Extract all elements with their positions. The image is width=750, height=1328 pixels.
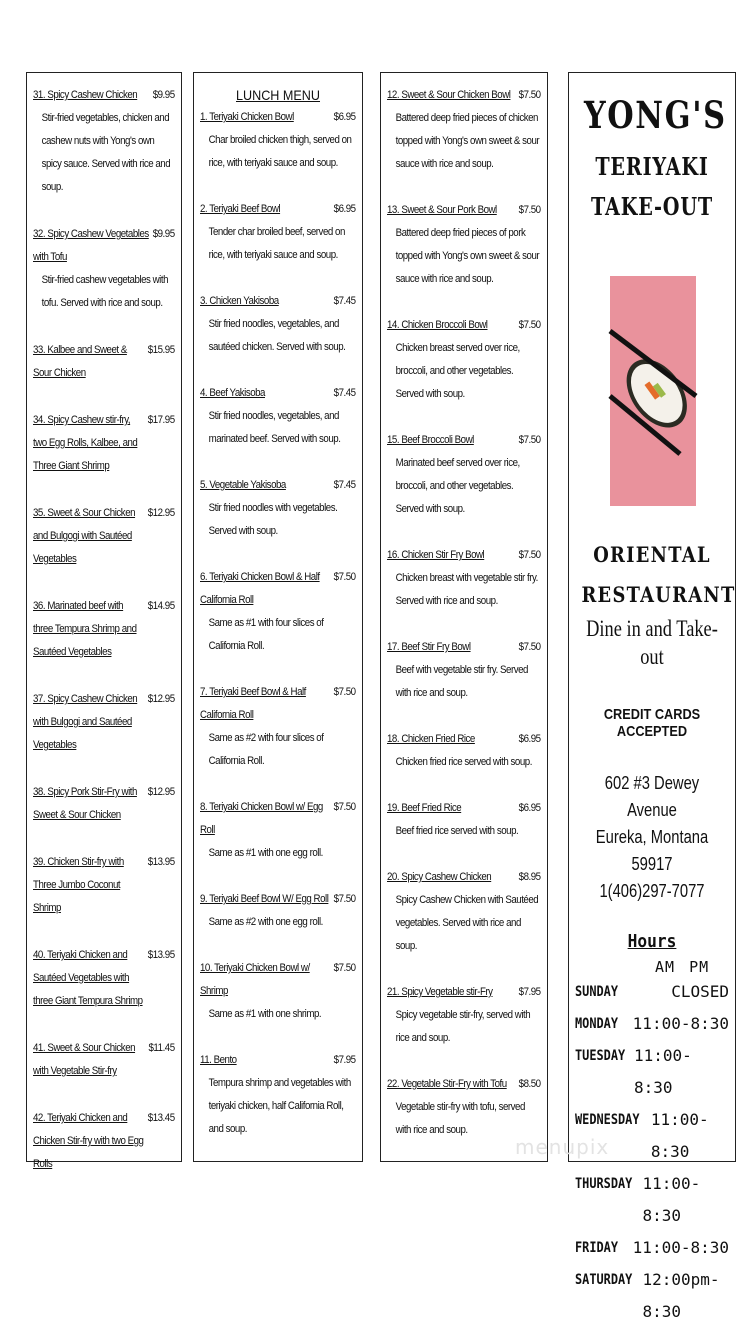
menu-item-name: 35. Sweet & Sour Chicken and Bulgogi with Sautéed Vegetables	[33, 507, 136, 565]
hours-row	[569, 1040, 735, 1104]
menu-item	[387, 429, 541, 521]
menu-item	[200, 198, 356, 267]
menu-item-header	[200, 198, 356, 221]
menu-item-price: $7.95	[333, 1054, 356, 1066]
menu-item-price: $7.45	[333, 479, 356, 491]
menu-item-header	[33, 781, 175, 827]
menu-item	[387, 1073, 541, 1142]
menu-item-description: Stir fried noodles with vegetables. Served with soup.	[208, 502, 338, 537]
menu-item-name: 31. Spicy Cashew Chicken	[33, 89, 138, 101]
menu-item-header	[33, 223, 175, 269]
phone-number: 1(406)297-7077	[599, 881, 705, 901]
menu-item-header	[387, 866, 541, 889]
menu-item-price: $13.95	[147, 949, 175, 961]
menu-item-price: $7.95	[518, 986, 541, 998]
menu-item-description: Chicken fried rice served with soup.	[395, 756, 532, 768]
menu-item-price: $14.95	[147, 600, 175, 612]
menu-item-name: 20. Spicy Cashew Chicken	[387, 871, 492, 883]
menu-item-header	[200, 888, 356, 911]
menu-item-name: 39. Chicken Stir-fry with Three Jumbo Coconut Shrimp	[33, 856, 124, 914]
hours-day: THURSDAY	[575, 1176, 633, 1192]
menu-item-price: $7.50	[518, 549, 541, 561]
menu-item	[33, 84, 175, 199]
address-line-1: 602 #3 Dewey Avenue	[604, 773, 700, 820]
menu-item-price: $8.50	[518, 1078, 541, 1090]
menu-item-price: $7.50	[333, 893, 356, 905]
menu-item-price: $7.50	[518, 641, 541, 653]
oriental-line-2: RESTAURANT	[581, 582, 736, 607]
menu-item-header	[387, 314, 541, 337]
menu-item-name: 38. Spicy Pork Stir-Fry with Sweet & Sour Chicken	[33, 786, 137, 821]
menu-item-header	[33, 1037, 175, 1083]
menu-item-price: $7.50	[518, 434, 541, 446]
hours-row	[569, 1168, 735, 1232]
menu-item-header	[33, 851, 175, 920]
brand-line-1: TERIYAKI	[595, 152, 709, 181]
menu-item-price: $12.95	[147, 507, 175, 519]
menu-item	[33, 1037, 175, 1083]
pm-label: PM	[689, 958, 710, 976]
menu-item-header	[200, 1049, 356, 1072]
menu-column-3	[380, 72, 548, 1162]
menu-item-description: Beef fried rice served with soup.	[395, 825, 519, 837]
menu-item-description: Chicken breast with vegetable stir fry. Served with rice and soup.	[395, 572, 538, 607]
menu-item	[33, 688, 175, 757]
hours-day: FRIDAY	[575, 1240, 618, 1256]
menu-item-description: Battered deep fried pieces of chicken topped with Yong's own sweet & sour sauce with rice and soup.	[395, 112, 540, 170]
menu-item-header	[200, 290, 356, 313]
menu-item-name: 8. Teriyaki Chicken Bowl w/ Egg Roll	[200, 801, 323, 836]
hours-time: CLOSED	[671, 982, 729, 1001]
menu-item-name: 37. Spicy Cashew Chicken with Bulgogi and Sautéed Vegetables	[33, 693, 138, 751]
menu-item-header	[33, 502, 175, 571]
menu-item-name: 36. Marinated beef with three Tempura Shrimp and Sautéed Vegetables	[33, 600, 137, 658]
menu-item-header	[387, 636, 541, 659]
hours-time: 11:00-8:30	[632, 1238, 729, 1257]
menu-item-header	[33, 409, 175, 478]
menu-item-name: 1. Teriyaki Chicken Bowl	[200, 111, 294, 123]
menu-item	[200, 681, 356, 773]
menu-item-name: 6. Teriyaki Chicken Bowl & Half California Roll	[200, 571, 320, 606]
menu-item	[387, 636, 541, 705]
menu-item	[33, 1107, 175, 1176]
menu-item-description: Beef with vegetable stir fry. Served with rice and soup.	[395, 664, 528, 699]
column-2-items	[200, 106, 356, 1141]
credit-cards-text: CREDIT CARDS ACCEPTED	[603, 706, 701, 740]
menu-item-description: Vegetable stir-fry with tofu, served with rice and soup.	[395, 1101, 525, 1136]
menu-item-header	[33, 339, 175, 385]
menu-item-name: 13. Sweet & Sour Pork Bowl	[387, 204, 497, 216]
dine-in-text: Dine in and Take-out	[586, 616, 718, 669]
menu-item-header	[33, 1107, 175, 1176]
menu-item-price: $7.50	[518, 89, 541, 101]
menu-item-name: 34. Spicy Cashew stir-fry, two Egg Rolls, Kalbee, and Three Giant Shrimp	[33, 414, 138, 472]
menu-item	[200, 290, 356, 359]
menu-item-description: Same as #2 with four slices of California Roll.	[208, 732, 324, 767]
menu-item	[387, 797, 541, 843]
hours-day: WEDNESDAY	[575, 1112, 640, 1128]
menu-item	[200, 474, 356, 543]
hours-day: SUNDAY	[575, 984, 618, 1000]
menu-item-price: $11.45	[148, 1042, 175, 1054]
menu-item-description: Stir-fried cashew vegetables with tofu. Served with rice and soup.	[41, 274, 169, 309]
menu-item-header	[387, 1073, 541, 1096]
menu-item-name: 19. Beef Fried Rice	[387, 802, 462, 814]
menu-item-price: $12.95	[147, 786, 175, 798]
hours-time: 11:00-8:30	[632, 1014, 729, 1033]
hours-row	[569, 1264, 735, 1328]
menu-item-price: $7.50	[333, 801, 356, 813]
menu-item-header	[387, 981, 541, 1004]
menu-item-header	[200, 106, 356, 129]
menu-item-header	[200, 566, 356, 612]
menu-item-name: 7. Teriyaki Beef Bowl & Half California Roll	[200, 686, 306, 721]
menu-item	[33, 502, 175, 571]
menu-item-description: Spicy Cashew Chicken with Sautéed vegetables. Served with rice and soup.	[395, 894, 539, 952]
hours-day: MONDAY	[575, 1016, 618, 1032]
menu-item-name: 21. Spicy Vegetable stir-Fry	[387, 986, 493, 998]
menu-item-header	[387, 797, 541, 820]
menu-item	[33, 781, 175, 827]
menu-item-header	[200, 957, 356, 1003]
menu-item-header	[387, 199, 541, 222]
menu-item	[200, 566, 356, 658]
hours-title: Hours	[627, 931, 677, 952]
menu-item-name: 40. Teriyaki Chicken and Sautéed Vegetables with three Giant Tempura Shrimp	[33, 949, 143, 1007]
menu-item-name: 32. Spicy Cashew Vegetables with Tofu	[33, 228, 149, 263]
hours-row	[569, 1232, 735, 1264]
menu-item	[33, 409, 175, 478]
menu-item-name: 18. Chicken Fried Rice	[387, 733, 475, 745]
menu-item-header	[387, 429, 541, 452]
menu-item-price: $12.95	[147, 693, 175, 705]
sushi-chopsticks-image	[610, 276, 696, 506]
menu-item	[33, 223, 175, 315]
info-panel	[568, 72, 736, 1321]
menu-column-2	[193, 72, 363, 1162]
menu-item-price: $7.50	[518, 204, 541, 216]
hours-row	[569, 976, 735, 1008]
menu-item-header	[387, 84, 541, 107]
menu-item-header	[200, 796, 356, 842]
menu-item-price: $6.95	[333, 111, 356, 123]
address-line-2: Eureka, Montana 59917	[595, 827, 709, 874]
menu-item	[200, 957, 356, 1026]
menu-item-header	[33, 688, 175, 757]
menu-item-description: Stir-fried vegetables, chicken and cashew nuts with Yong's own spicy sauce. Served with rice and soup.	[41, 112, 171, 193]
menu-item-description: Stir fried noodles, vegetables, and sautéed chicken. Served with soup.	[208, 318, 346, 353]
menu-item-name: 17. Beef Stir Fry Bowl	[387, 641, 471, 653]
hours-day: SATURDAY	[575, 1272, 633, 1288]
menu-item-price: $7.50	[333, 962, 356, 974]
menu-item	[200, 796, 356, 865]
menu-item-price: $7.45	[333, 295, 356, 307]
menu-item-price: $7.50	[333, 571, 356, 583]
hours-time: 11:00-8:30	[642, 1174, 701, 1225]
menu-item-name: 16. Chicken Stir Fry Bowl	[387, 549, 485, 561]
menu-item-name: 14. Chicken Broccoli Bowl	[387, 319, 488, 331]
menu-item-name: 3. Chicken Yakisoba	[200, 295, 279, 307]
menu-item-description: Same as #2 with one egg roll.	[208, 916, 323, 928]
menu-item-name: 41. Sweet & Sour Chicken with Vegetable Stir-fry	[33, 1042, 136, 1077]
menu-item-name: 11. Bento	[200, 1054, 237, 1066]
restaurant-name: YONG'S	[583, 93, 727, 137]
menu-item-name: 9. Teriyaki Beef Bowl W/ Egg Roll	[200, 893, 329, 905]
menu-item-price: $13.95	[147, 856, 175, 868]
menu-item	[200, 888, 356, 934]
oriental-line-1: ORIENTAL	[593, 542, 711, 567]
menu-item-header	[33, 595, 175, 664]
address-block	[584, 770, 720, 905]
menu-item	[387, 544, 541, 613]
column-1-items	[27, 73, 181, 1176]
hours-row	[569, 1008, 735, 1040]
menu-item-description: Same as #1 with one shrimp.	[208, 1008, 322, 1020]
menu-item-price: $7.50	[518, 319, 541, 331]
hours-time: 12:00pm-8:30	[642, 1270, 720, 1321]
menu-item-description: Spicy vegetable stir-fry, served with rice and soup.	[395, 1009, 531, 1044]
menu-item-price: $9.95	[152, 228, 175, 240]
menu-item-description: Tender char broiled beef, served on rice, with teriyaki sauce and soup.	[208, 226, 345, 261]
menu-item-description: Tempura shrimp and vegetables with teriyaki chicken, half California Roll, and soup.	[208, 1077, 351, 1135]
hours-day: TUESDAY	[575, 1048, 626, 1064]
menu-item-header	[200, 681, 356, 727]
menu-item	[387, 866, 541, 958]
am-pm-header	[569, 958, 735, 976]
menu-item-price: $8.95	[518, 871, 541, 883]
menu-item-price: $9.95	[152, 89, 175, 101]
menu-item-description: Stir fried noodles, vegetables, and marinated beef. Served with soup.	[208, 410, 341, 445]
menu-item-price: $7.45	[333, 387, 356, 399]
menu-item-name: 22. Vegetable Stir-Fry with Tofu	[387, 1078, 507, 1090]
menu-item-price: $6.95	[518, 802, 541, 814]
menu-item	[387, 981, 541, 1050]
menu-item-description: Same as #1 with four slices of California Roll.	[208, 617, 324, 652]
menu-item-description: Chicken breast served over rice, broccoli, and other vegetables. Served with soup.	[395, 342, 520, 400]
menu-item	[387, 314, 541, 406]
menu-item	[200, 1049, 356, 1141]
menu-item	[387, 84, 541, 176]
menu-item	[33, 339, 175, 385]
menu-item-name: 33. Kalbee and Sweet & Sour Chicken	[33, 344, 127, 379]
menu-item	[387, 199, 541, 291]
menu-item-price: $13.45	[147, 1112, 175, 1124]
menu-item-header	[387, 544, 541, 567]
menu-item-price: $6.95	[518, 733, 541, 745]
am-label: AM	[655, 958, 676, 976]
menu-item-header	[33, 944, 175, 1013]
menu-item-description: Battered deep fried pieces of pork topped with Yong's own sweet & sour sauce with rice and soup.	[395, 227, 540, 285]
menu-item-description: Char broiled chicken thigh, served on rice, with teriyaki sauce and soup.	[208, 134, 352, 169]
menu-item	[33, 595, 175, 664]
menu-item	[387, 728, 541, 774]
menu-item	[200, 106, 356, 175]
menu-item-name: 2. Teriyaki Beef Bowl	[200, 203, 281, 215]
column-3-items	[381, 73, 547, 1142]
menu-item-header	[387, 728, 541, 751]
menu-item	[200, 382, 356, 451]
brand-line-2: TAKE-OUT	[591, 192, 713, 221]
menu-item-name: 5. Vegetable Yakisoba	[200, 479, 286, 491]
menu-item-header	[33, 84, 175, 107]
hours-time: 11:00-8:30	[634, 1046, 692, 1097]
menu-item-description: Same as #1 with one egg roll.	[208, 847, 323, 859]
menu-item-name: 12. Sweet & Sour Chicken Bowl	[387, 89, 511, 101]
menu-item-name: 15. Beef Broccoli Bowl	[387, 434, 474, 446]
menupix-watermark: menupix	[515, 1135, 610, 1159]
menu-item-price: $17.95	[147, 414, 175, 426]
menu-column-1	[26, 72, 182, 1170]
lunch-menu-title: LUNCH MENU	[235, 87, 321, 103]
menu-item-price: $7.50	[333, 686, 356, 698]
menu-item-price: $6.95	[333, 203, 356, 215]
menu-item-price: $15.95	[147, 344, 175, 356]
menu-item	[33, 851, 175, 920]
menu-item-description: Marinated beef served over rice, broccoli, and other vegetables. Served with soup.	[395, 457, 520, 515]
menu-item-name: 10. Teriyaki Chicken Bowl w/ Shrimp	[200, 962, 310, 997]
hours-time: 11:00-8:30	[650, 1110, 709, 1161]
menu-item	[33, 944, 175, 1013]
menu-item-header	[200, 382, 356, 405]
menu-item-header	[200, 474, 356, 497]
menu-item-name: 4. Beef Yakisoba	[200, 387, 265, 399]
menu-item-name: 42. Teriyaki Chicken and Chicken Stir-fry with two Egg Rolls	[33, 1112, 144, 1170]
